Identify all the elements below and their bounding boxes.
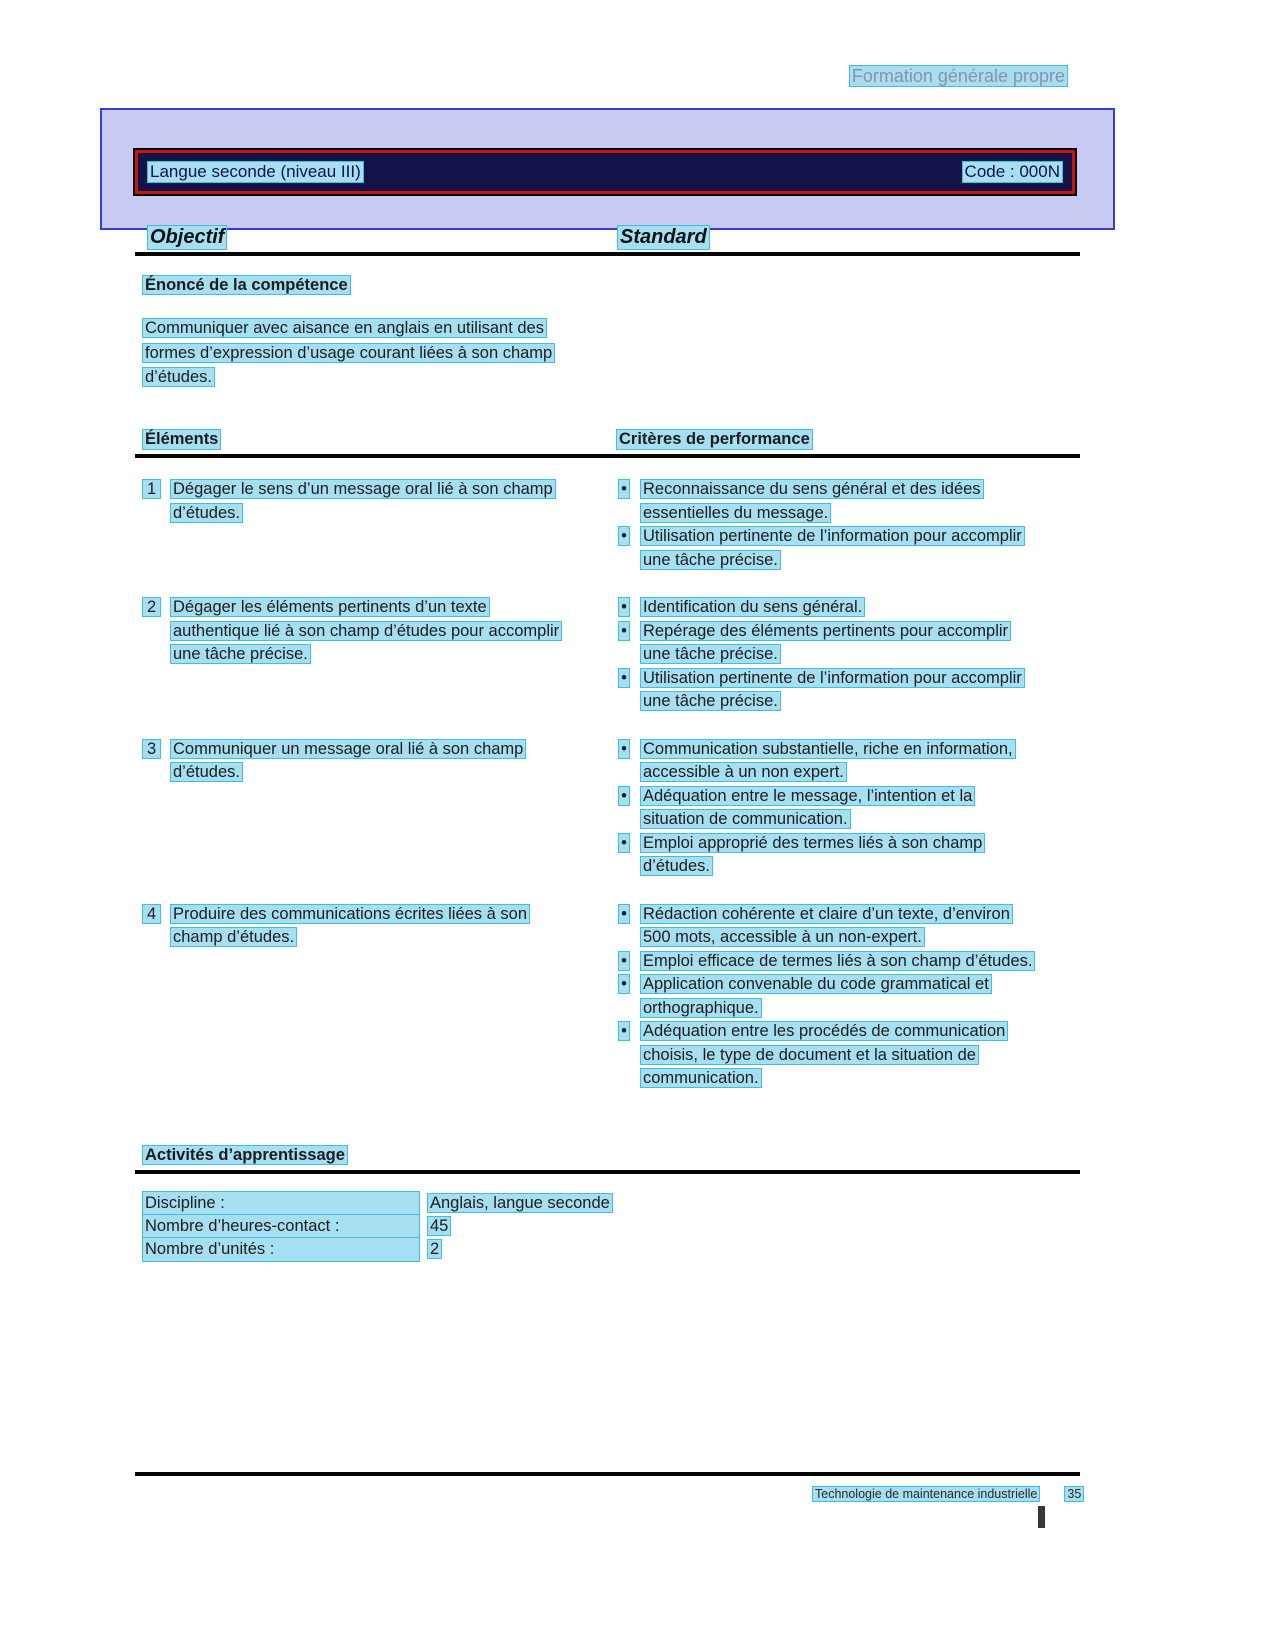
standard-header: Standard: [620, 226, 707, 248]
course-code: Code : 000N: [964, 162, 1060, 181]
bullet-icon: •: [621, 598, 627, 616]
bullet-icon: •: [621, 1022, 627, 1040]
bullet-icon: •: [621, 833, 627, 852]
criterion-text: Emploi efficace de termes liés à son champ d’études.: [643, 951, 1033, 970]
criterion-text: Utilisation pertinente de l’information pour accomplir une tâche précise.: [643, 527, 1022, 569]
elements-header: Éléments: [145, 430, 219, 448]
criterion-text: Adéquation entre le message, l’intention et la situation de communication.: [643, 786, 973, 828]
criterion: [615, 832, 1080, 879]
element-text: Produire des communications écrites liées à son champ d’études.: [173, 904, 528, 946]
criterion: [615, 667, 1080, 714]
element-1: [135, 478, 615, 572]
bullet-icon: •: [621, 668, 627, 687]
criterion-text: Identification du sens général.: [643, 598, 863, 616]
bullet-icon: •: [621, 480, 627, 498]
criteria-2: [615, 596, 1080, 714]
element-row-3: [135, 738, 1080, 879]
criteria-4: [615, 903, 1080, 1091]
activities-heading: Activités d’apprentissage: [145, 1146, 345, 1164]
bullet-icon: •: [621, 786, 627, 805]
footer-rule: [135, 1472, 1080, 1476]
criteria-3: [615, 738, 1080, 879]
criterion: [615, 973, 1080, 1020]
criterion-text: Application convenable du code grammatical et orthographique.: [643, 975, 989, 1017]
activities-table: [143, 1192, 943, 1261]
course-banner: [100, 108, 1115, 230]
criterion-text: Communication substantielle, riche en information, accessible à un non expert.: [643, 739, 1013, 781]
row-label: Nombre d’heures-contact :: [143, 1215, 419, 1238]
criterion-text: Utilisation pertinente de l’information pour accomplir une tâche précise.: [643, 668, 1022, 710]
element-number: 4: [143, 903, 163, 1091]
row-label: Nombre d’unités :: [143, 1238, 419, 1261]
row-value: Anglais, langue seconde: [430, 1194, 610, 1212]
footer-program-name: Technologie de maintenance industrielle: [815, 1487, 1038, 1501]
footer-page-number: 35: [1067, 1487, 1082, 1501]
element-text: Dégager les éléments pertinents d’un texte authentique lié à son champ d’études pour accomplir une tâche précise.: [173, 598, 560, 663]
bullet-icon: •: [621, 739, 627, 758]
course-banner-bar: [135, 150, 1075, 194]
element-4: [135, 903, 615, 1091]
criterion: [615, 950, 1080, 974]
element-number: 2: [143, 596, 163, 714]
bullet-icon: •: [621, 951, 627, 970]
criterion: [615, 785, 1080, 832]
header-note-text: Formation générale propre: [851, 66, 1065, 86]
competence-text: Communiquer avec aisance en anglais en utilisant des formes d’expression d’usage courant liées à son champ d’études.: [145, 319, 553, 386]
activities-row-units: [143, 1238, 943, 1261]
bullet-icon: •: [621, 904, 627, 923]
element-2: [135, 596, 615, 714]
competence-heading: Énoncé de la compétence: [145, 276, 348, 294]
criterion: [615, 903, 1080, 950]
activities-row-discipline: [143, 1192, 943, 1215]
bullet-icon: •: [621, 975, 627, 993]
divider-rule: [135, 1170, 1080, 1174]
row-value: 45: [430, 1217, 449, 1235]
row-value: 2: [430, 1240, 440, 1258]
page-footer: [813, 1487, 1083, 1501]
criterion-text: Adéquation entre les procédés de communication choisis, le type de document et la situation de communication.: [643, 1022, 1006, 1087]
element-number: 1: [143, 478, 163, 572]
objectif-header: Objectif: [150, 226, 225, 248]
element-3: [135, 738, 615, 879]
element-row-4: [135, 903, 1080, 1091]
bullet-icon: •: [621, 527, 627, 545]
criterion-text: Reconnaissance du sens général et des idées essentielles du message.: [643, 480, 981, 522]
criterion-text: Rédaction cohérente et claire d’un texte, d’environ 500 mots, accessible à un non-expert.: [643, 904, 1010, 946]
criterion-text: Emploi approprié des termes liés à son champ d’études.: [643, 833, 983, 875]
element-row-1: [135, 478, 1080, 572]
criterion: [615, 620, 1080, 667]
criteria-header: Critères de performance: [619, 430, 810, 448]
criterion-text: Repérage des éléments pertinents pour accomplir une tâche précise.: [643, 621, 1009, 663]
activities-row-hours: [143, 1215, 943, 1238]
criterion: [615, 525, 1080, 572]
divider-rule: [135, 252, 1080, 256]
criterion: [615, 478, 1080, 525]
element-text: Dégager le sens d’un message oral lié à son champ d’études.: [173, 480, 553, 522]
row-label: Discipline :: [143, 1192, 419, 1215]
course-title: Langue seconde (niveau III): [150, 162, 361, 181]
divider-rule: [135, 454, 1080, 458]
criterion: [615, 738, 1080, 785]
cursor-mark: [1038, 1506, 1045, 1528]
header-note: [0, 66, 1067, 87]
elements-area: [135, 478, 1080, 1115]
bullet-icon: •: [621, 621, 627, 640]
criterion: [615, 596, 1080, 620]
criterion: [615, 1020, 1080, 1091]
criteria-1: [615, 478, 1080, 572]
element-number: 3: [143, 738, 163, 879]
element-row-2: [135, 596, 1080, 714]
element-text: Communiquer un message oral lié à son champ d’études.: [173, 739, 524, 781]
